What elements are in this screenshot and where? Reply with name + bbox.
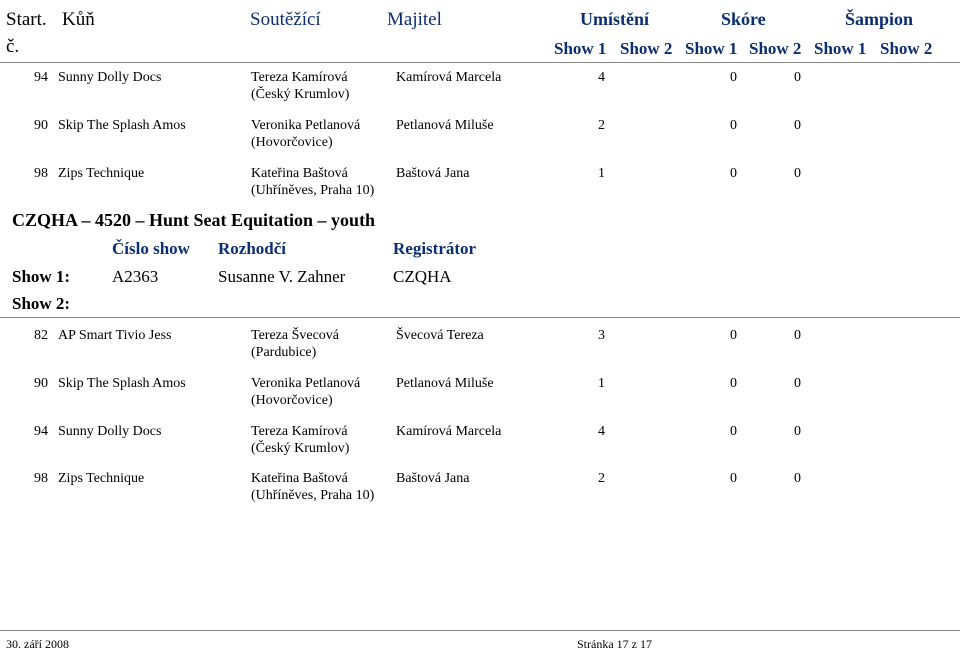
rider-location: (Uhříněves, Praha 10) [251, 183, 375, 198]
rider-name: Kateřina Baštová [251, 471, 348, 486]
header-divider [0, 62, 960, 63]
start-number: 98 [34, 471, 48, 486]
score-value: 0 [730, 118, 737, 133]
score-value: 0 [730, 328, 737, 343]
placement-value: 2 [598, 118, 605, 133]
score-value: 0 [794, 424, 801, 439]
header-placement: Umístění [580, 9, 649, 29]
footer-date: 30. září 2008 [6, 637, 69, 651]
header-owner: Majitel [387, 9, 442, 30]
horse-name: Zips Technique [58, 471, 145, 486]
footer-page-number: Stránka 17 z 17 [577, 637, 652, 651]
score-value: 0 [730, 376, 737, 391]
score-value: 0 [794, 328, 801, 343]
placement-value: 4 [598, 424, 605, 439]
score-value: 0 [730, 424, 737, 439]
score-value: 0 [730, 70, 737, 85]
header-show-label: Show 2 [620, 39, 673, 58]
footer-divider [0, 630, 960, 631]
show1-number: A2363 [112, 267, 159, 286]
header-horse: Kůň [62, 9, 95, 30]
owner-name: Petlanová Miluše [396, 118, 494, 133]
rider-name: Tereza Švecová [251, 328, 340, 343]
horse-name: Sunny Dolly Docs [58, 70, 162, 85]
rider-location: (Český Krumlov) [251, 441, 350, 456]
placement-value: 3 [598, 328, 605, 343]
horse-name: Zips Technique [58, 166, 145, 181]
header-rider: Soutěžící [250, 9, 321, 30]
header-start: Start. [6, 9, 47, 30]
header-show-label: Show 1 [814, 39, 867, 58]
header-show-label: Show 2 [749, 39, 802, 58]
rider-location: (Český Krumlov) [251, 87, 350, 102]
score-value: 0 [794, 166, 801, 181]
owner-name: Baštová Jana [396, 471, 470, 486]
header-show-label: Show 1 [685, 39, 738, 58]
rider-name: Kateřina Baštová [251, 166, 348, 181]
show1-label: Show 1: [12, 267, 71, 286]
horse-name: AP Smart Tivio Jess [58, 328, 172, 343]
score-value: 0 [794, 376, 801, 391]
column-registrar: Registrátor [393, 239, 477, 258]
start-number: 82 [34, 328, 48, 343]
start-number: 90 [34, 376, 48, 391]
show2-label: Show 2: [12, 294, 71, 313]
rider-location: (Pardubice) [251, 345, 317, 360]
rider-name: Veronika Petlanová [251, 118, 361, 133]
score-value: 0 [794, 70, 801, 85]
placement-value: 1 [598, 166, 605, 181]
header-number: č. [6, 36, 20, 57]
column-judge: Rozhodčí [218, 239, 286, 258]
header-champion: Šampion [845, 9, 914, 29]
owner-name: Kamírová Marcela [396, 424, 502, 439]
horse-name: Skip The Splash Amos [58, 376, 186, 391]
horse-name: Sunny Dolly Docs [58, 424, 162, 439]
score-value: 0 [794, 118, 801, 133]
rider-name: Veronika Petlanová [251, 376, 361, 391]
header-show-label: Show 2 [880, 39, 933, 58]
start-number: 90 [34, 118, 48, 133]
owner-name: Švecová Tereza [396, 328, 484, 343]
score-value: 0 [730, 166, 737, 181]
owner-name: Kamírová Marcela [396, 70, 502, 85]
score-value: 0 [730, 471, 737, 486]
score-value: 0 [794, 471, 801, 486]
header-score: Skóre [721, 9, 766, 29]
rider-name: Tereza Kamírová [251, 70, 348, 85]
horse-name: Skip The Splash Amos [58, 118, 186, 133]
owner-name: Petlanová Miluše [396, 376, 494, 391]
placement-value: 2 [598, 471, 605, 486]
placement-value: 1 [598, 376, 605, 391]
header-show-label: Show 1 [554, 39, 607, 58]
rider-location: (Hovorčovice) [251, 393, 333, 408]
rider-location: (Hovorčovice) [251, 135, 333, 150]
rider-name: Tereza Kamírová [251, 424, 348, 439]
start-number: 94 [34, 70, 48, 85]
rider-location: (Uhříněves, Praha 10) [251, 488, 375, 503]
start-number: 94 [34, 424, 48, 439]
column-show-number: Číslo show [112, 239, 190, 258]
owner-name: Baštová Jana [396, 166, 470, 181]
show1-registrar: CZQHA [393, 267, 452, 286]
section-divider [0, 317, 960, 318]
start-number: 98 [34, 166, 48, 181]
placement-value: 4 [598, 70, 605, 85]
show1-judge: Susanne V. Zahner [218, 267, 346, 286]
section-title: CZQHA – 4520 – Hunt Seat Equitation – youth [12, 210, 376, 230]
